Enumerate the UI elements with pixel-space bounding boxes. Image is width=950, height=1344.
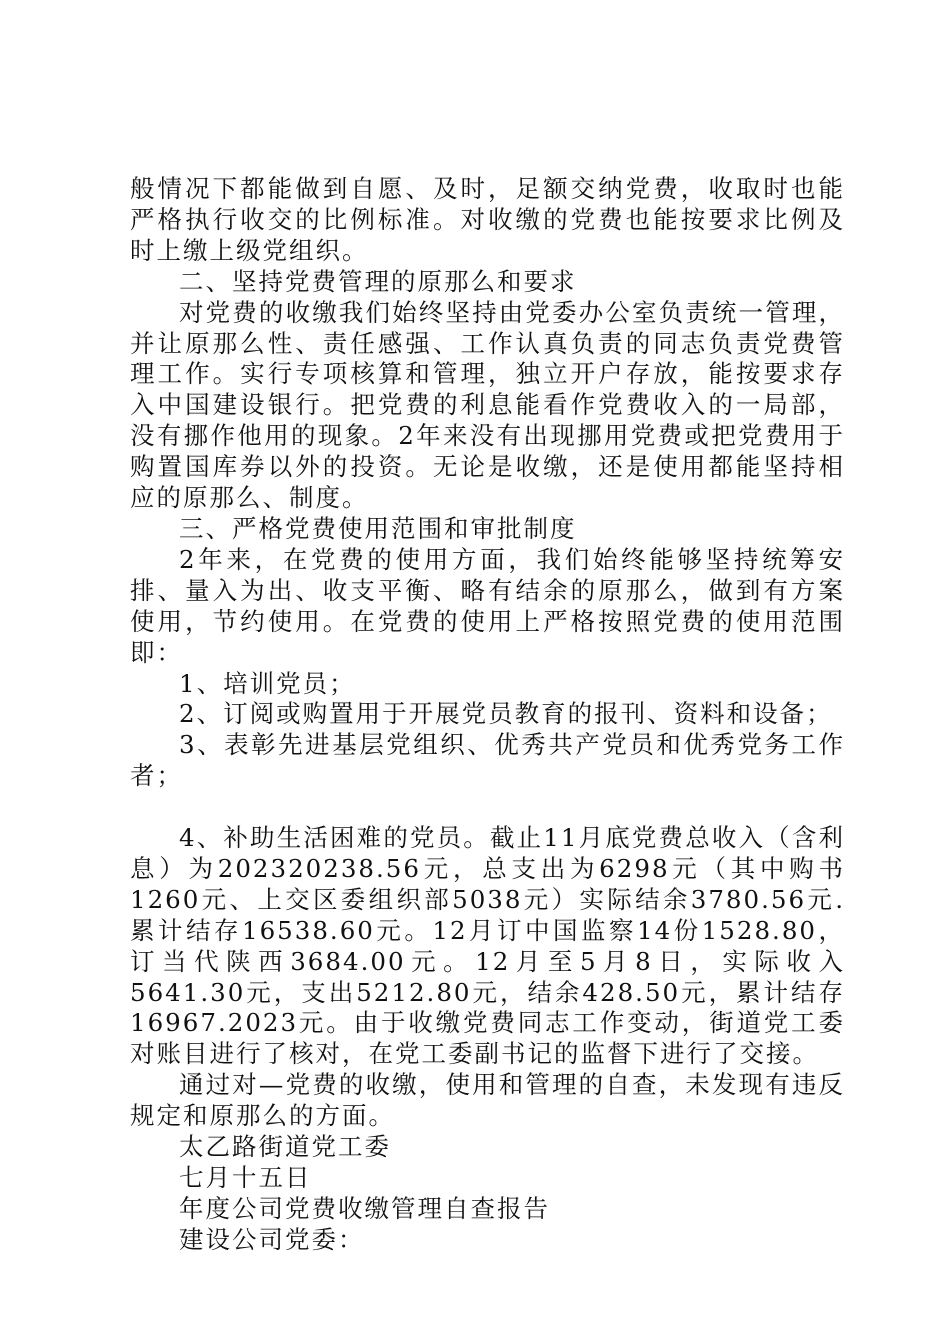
- signature-org: 太乙路街道党工委: [179, 1132, 391, 1162]
- blank-line: [130, 792, 845, 823]
- list-item-4-finances: 4、补助生活困难的党员。截止11月底党费总收入（含利息）为202320238.56元，总支出为6298元（其中购书1260元、上交区委组织部5038元）实际结余3780.56元.累计结存16538.60元。12月订中国监察14份1528.80，订当代陕西3684.00元。12月至5月8日，实际收入5641.30元，支出5212.80元，结余428.50元，累计结存16967.2023元。由于收缴党费同志工作变动，街道党工委对账目进行了核对，在党工委副书记的监督下进行了交接。: [130, 823, 845, 1069]
- next-report-addressee: 建设公司党委：: [179, 1224, 365, 1254]
- section-heading-2: 二、坚持党费管理的原那么和要求: [179, 266, 577, 296]
- list-item-1: 1、培训党员；: [179, 668, 356, 698]
- list-item-2: 2、订阅或购置用于开展党员教育的报刊、资料和设备；: [179, 699, 833, 729]
- document-body: [130, 174, 845, 1256]
- paragraph-continuation: 般情况下都能做到自愿、及时，足额交纳党费，收取时也能严格执行收交的比例标准。对收缴的党费也能按要求比例及时上缴上级党组织。: [130, 174, 845, 265]
- paragraph-usage: 2年来，在党费的使用方面，我们始终能够坚持统筹安排、量入为出、收支平衡、略有结余的原那么，做到有方案使用，节约使用。在党费的使用上严格按照党费的使用范围即：: [130, 544, 845, 667]
- next-report-title: 年度公司党费收缴管理自查报告: [179, 1193, 550, 1223]
- signature-date: 七月十五日: [179, 1162, 312, 1192]
- list-item-3: 3、表彰先进基层党组织、优秀共产党员和优秀党务工作者；: [130, 730, 845, 791]
- section-heading-3: 三、严格党费使用范围和审批制度: [179, 513, 577, 543]
- paragraph-conclusion: 通过对—党费的收缴，使用和管理的自查，未发现有违反规定和原那么的方面。: [130, 1070, 845, 1131]
- paragraph-management: 对党费的收缴我们始终坚持由党委办公室负责统一管理，并让原那么性、责任感强、工作认真负责的同志负责党费管理工作。实行专项核算和管理，独立开户存放，能按要求存入中国建设银行。把党费的利息能看作党费收入的一局部，没有挪作他用的现象。2年来没有出现挪用党费或把党费用于购置国库券以外的投资。无论是收缴，还是使用都能坚持相应的原那么、制度。: [130, 297, 845, 513]
